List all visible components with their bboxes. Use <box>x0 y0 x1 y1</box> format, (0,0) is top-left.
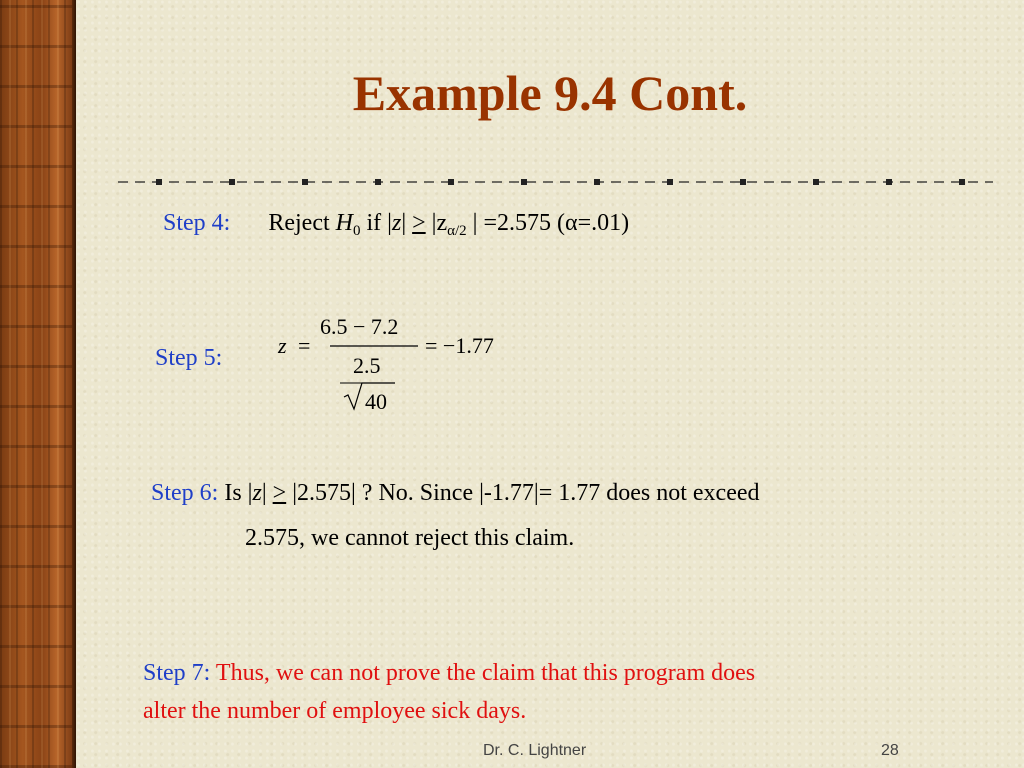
step-4-alpha-sub: α/2 <box>447 223 467 239</box>
step-4-bar: | <box>401 210 413 236</box>
divider-dot <box>156 179 162 185</box>
step-6-label: Step 6: <box>151 480 219 506</box>
step-4-ge: > <box>412 210 426 236</box>
divider-dot <box>886 179 892 185</box>
divider-dot <box>302 179 308 185</box>
step-4-rest: | =2.575 (α=.01) <box>466 210 630 236</box>
divider-dot <box>813 179 819 185</box>
step-6-is: Is | <box>218 480 253 506</box>
step-4-h-sub: 0 <box>353 223 361 239</box>
divider-dot <box>375 179 381 185</box>
step-6-line-2: 2.575, we cannot reject this claim. <box>245 525 575 551</box>
divider-dot <box>448 179 454 185</box>
step-6-ge: > <box>272 480 287 506</box>
divider-dot <box>959 179 965 185</box>
z-formula <box>270 305 530 425</box>
step-4-label: Step 4: <box>163 210 231 236</box>
step-5-label: Step 5: <box>155 345 223 371</box>
divider-dot <box>667 179 673 185</box>
formula-numerator: 6.5 − 7.2 <box>320 314 399 339</box>
formula-z: z <box>278 333 287 358</box>
step-5-label-wrap <box>155 345 222 372</box>
step-4-if: if | <box>360 210 392 236</box>
dashed-divider <box>118 176 993 188</box>
formula-denominator: 2.5 <box>353 353 381 378</box>
step-6-bar: | <box>261 480 273 506</box>
step-6 <box>151 480 760 507</box>
divider-dot <box>740 179 746 185</box>
step-7-label: Step 7: <box>143 660 211 686</box>
step-6-z: z <box>252 480 262 506</box>
step-7-line-2: alter the number of employee sick days. <box>143 698 527 724</box>
formula-eq: = <box>298 333 311 358</box>
step-7 <box>143 660 755 687</box>
divider-dot <box>229 179 235 185</box>
step-7-text-1: Thus, we can not prove the claim that this program does <box>210 660 756 686</box>
step-4-reject: Reject <box>268 210 336 236</box>
footer-author: Dr. C. Lightner <box>483 742 587 759</box>
step-4-z: z <box>391 210 402 236</box>
formula-result: = −1.77 <box>425 333 494 358</box>
step-6-rest: |2.575| ? No. Since |-1.77|= 1.77 does not exceed <box>286 480 760 506</box>
page-number: 28 <box>881 742 899 759</box>
slide-title: Example 9.4 Cont. <box>352 65 748 121</box>
step-4 <box>163 210 629 240</box>
step-4-h: H <box>335 210 353 236</box>
divider-dot <box>521 179 527 185</box>
divider-dot <box>594 179 600 185</box>
step-4-zalpha: |z <box>425 210 448 236</box>
formula-sqrt-arg: 40 <box>365 389 387 414</box>
